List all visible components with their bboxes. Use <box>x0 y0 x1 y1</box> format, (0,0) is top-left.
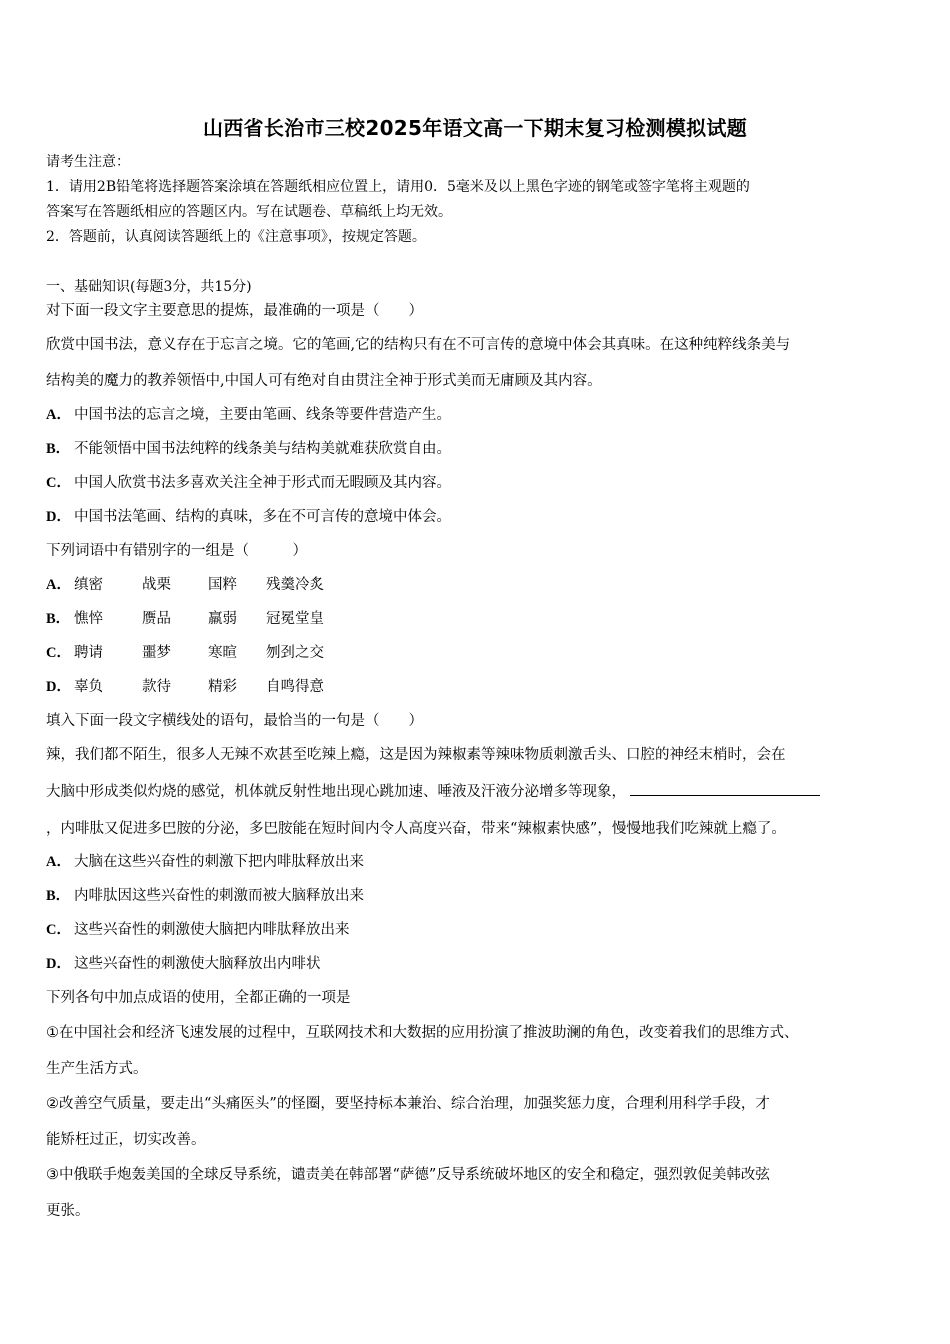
option-word: 羸弱 <box>208 611 237 627</box>
option-word: 聘请 <box>74 645 103 661</box>
passage-line: 欣赏中国书法，意义存在于忘言之境。它的笔画,它的结构只有在不可言传的意境中体会其真味。在这种纯粹线条美与 <box>46 337 791 353</box>
option-word: 辜负 <box>74 679 103 695</box>
notice-heading: 请考生注意： <box>46 154 130 170</box>
option-text: 这些兴奋性的刺激使大脑释放出内啡状 <box>74 956 321 972</box>
option-letter: A． <box>46 854 71 870</box>
option-word: 精彩 <box>208 679 237 695</box>
option-c <box>46 920 350 940</box>
option-word: 寒暄 <box>208 645 237 661</box>
option-letter: C． <box>46 645 71 661</box>
option-letter: A． <box>46 407 71 423</box>
option-c <box>46 643 324 663</box>
item-text: 改善空气质量，要走出“头痛医头”的怪圈，要坚持标本兼治、综合治理，加强奖惩力度，合理利用科学手段，才 <box>59 1096 770 1112</box>
option-b <box>46 886 364 906</box>
page-title: 山西省长治市三校2025年语文高一下期末复习检测模拟试题 <box>202 116 748 140</box>
notice-line: 2．答题前，认真阅读答题纸上的《注意事项》，按规定答题。 <box>46 229 426 245</box>
option-text: 这些兴奋性的刺激使大脑把内啡肽释放出来 <box>74 922 350 938</box>
option-word: 自鸣得意 <box>266 679 324 695</box>
option-a <box>46 852 364 872</box>
option-word: 款待 <box>142 679 171 695</box>
option-b <box>46 609 324 629</box>
option-c <box>46 473 451 493</box>
numbered-item <box>46 1023 799 1043</box>
option-d <box>46 954 321 974</box>
option-letter: B． <box>46 441 71 457</box>
option-letter: D． <box>46 956 71 972</box>
option-d <box>46 507 451 527</box>
option-text: 中国人欣赏书法多喜欢关注全神于形式而无暇顾及其内容。 <box>74 475 451 491</box>
item-number: ② <box>46 1096 59 1112</box>
question-stem: 对下面一段文字主要意思的提炼，最准确的一项是（ ） <box>46 303 423 319</box>
passage-line-with-blank <box>46 782 820 802</box>
passage-line: 辣，我们都不陌生，很多人无辣不欢甚至吃辣上瘾，这是因为辣椒素等辣味物质刺激舌头、口腔的神经末梢时，会在 <box>46 747 786 763</box>
numbered-item <box>46 1094 770 1114</box>
notice-line: 答案写在答题纸相应的答题区内。写在试题卷、草稿纸上均无效。 <box>46 204 452 220</box>
option-a <box>46 405 451 425</box>
option-b <box>46 439 451 459</box>
item-number: ③ <box>46 1167 59 1183</box>
item-text: 中俄联手炮轰美国的全球反导系统，谴责美在韩部署“萨德”反导系统破坏地区的安全和稳定，强烈敦促美韩改弦 <box>59 1167 770 1183</box>
item-continuation: 能矫枉过正，切实改善。 <box>46 1132 206 1148</box>
option-text: 内啡肽因这些兴奋性的刺激而被大脑释放出来 <box>74 888 364 904</box>
option-letter: B． <box>46 611 71 627</box>
option-word: 冠冕堂皇 <box>266 611 324 627</box>
option-word: 噩梦 <box>142 645 171 661</box>
passage-text: 大脑中形成类似灼烧的感觉，机体就反射性地出现心跳加速、唾液及汗液分泌增多等现象， <box>46 784 626 800</box>
option-letter: A． <box>46 577 71 593</box>
option-text: 大脑在这些兴奋性的刺激下把内啡肽释放出来 <box>74 854 364 870</box>
option-word: 残羹冷炙 <box>266 577 324 593</box>
option-a <box>46 575 324 595</box>
item-continuation: 生产生活方式。 <box>46 1061 148 1077</box>
option-letter: C． <box>46 475 71 491</box>
option-word: 憔悴 <box>74 611 103 627</box>
item-number: ① <box>46 1025 59 1041</box>
notice-line: 1．请用2B铅笔将选择题答案涂填在答题纸相应位置上，请用0．5毫米及以上黑色字迹的钢笔或签字笔将主观题的 <box>46 179 750 195</box>
option-letter: B． <box>46 888 71 904</box>
option-letter: C． <box>46 922 71 938</box>
option-text: 中国书法笔画、结构的真味，多在不可言传的意境中体会。 <box>74 509 451 525</box>
option-word: 战栗 <box>142 577 171 593</box>
question-stem: 下列词语中有错别字的一组是（ ） <box>46 543 307 559</box>
item-continuation: 更张。 <box>46 1203 90 1219</box>
option-d <box>46 677 324 697</box>
option-letter: D． <box>46 509 71 525</box>
option-text: 中国书法的忘言之境，主要由笔画、线条等要件营造产生。 <box>74 407 451 423</box>
option-word: 缜密 <box>74 577 103 593</box>
option-word: 赝品 <box>142 611 171 627</box>
option-text: 不能领悟中国书法纯粹的线条美与结构美就难获欣赏自由。 <box>74 441 451 457</box>
section-heading: 一、基础知识(每题3分，共15分) <box>46 279 252 295</box>
numbered-item <box>46 1165 770 1185</box>
item-text: 在中国社会和经济飞速发展的过程中，互联网技术和大数据的应用扮演了推波助澜的角色，改变着我们的思维方式、 <box>59 1025 799 1041</box>
option-letter: D． <box>46 679 71 695</box>
passage-line: 结构美的魔力的教养领悟中,中国人可有绝对自由贯注全神于形式美而无庸顾及其内容。 <box>46 373 602 389</box>
question-stem: 填入下面一段文字横线处的语句，最恰当的一句是（ ） <box>46 713 423 729</box>
passage-line: ，内啡肽又促进多巴胺的分泌，多巴胺能在短时间内令人高度兴奋，带来“辣椒素快感”，慢慢地我们吃辣就上瘾了。 <box>46 821 786 837</box>
option-word: 刎刭之交 <box>266 645 324 661</box>
answer-blank <box>630 783 820 796</box>
option-word: 国粹 <box>208 577 237 593</box>
question-stem: 下列各句中加点成语的使用，全都正确的一项是 <box>46 990 351 1006</box>
